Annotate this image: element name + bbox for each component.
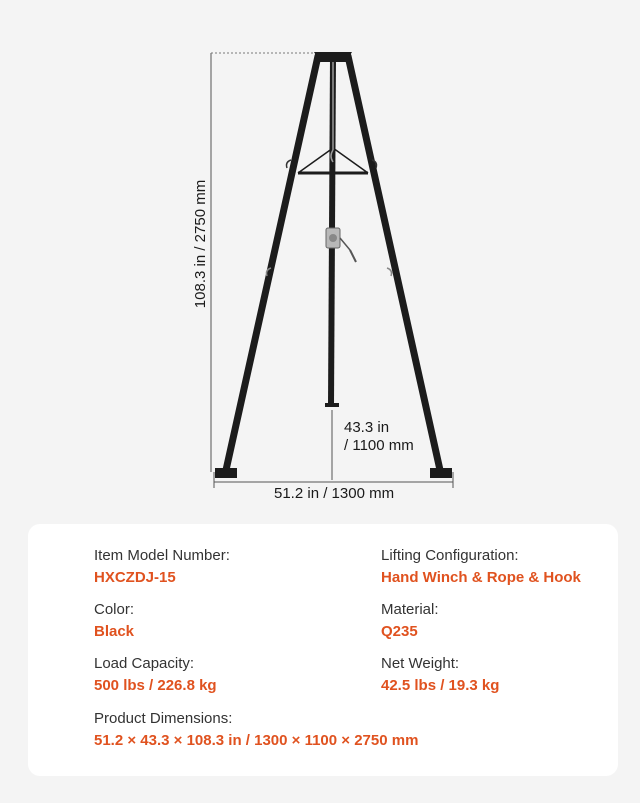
spec-color-label: Color: [94, 601, 135, 618]
spec-model-value: HXCZDJ-15 [94, 569, 176, 586]
width-dimension-label: 51.2 in / 1300 mm [274, 485, 395, 502]
spec-color [94, 601, 134, 641]
tripod-foot-right [430, 468, 452, 478]
spec-load [94, 655, 217, 695]
spec-material-value: Q235 [381, 623, 418, 640]
height-dimension-label: 108.3 in / 2750 mm [192, 179, 209, 309]
spec-load-value: 500 lbs / 226.8 kg [94, 677, 217, 694]
spec-dimensions [94, 710, 418, 750]
tripod-leg-right [348, 56, 440, 470]
spec-lifting-value: Hand Winch & Rope & Hook [381, 569, 581, 586]
tripod-foot-center [325, 403, 339, 407]
spec-color-value: Black [94, 623, 135, 640]
depth-dimension-label [344, 419, 414, 455]
depth-dimension-mm: / 1100 mm [344, 437, 414, 454]
spec-dimensions-label: Product Dimensions: [94, 710, 233, 727]
depth-dimension-inches: 43.3 in [344, 419, 390, 436]
spec-model [94, 547, 230, 587]
spec-load-label: Load Capacity: [94, 655, 195, 672]
spec-model-label: Item Model Number: [94, 547, 230, 564]
spec-material-label: Material: [381, 601, 439, 618]
spec-lifting [381, 547, 581, 587]
spec-weight [381, 655, 499, 695]
spec-weight-value: 42.5 lbs / 19.3 kg [381, 677, 500, 694]
spec-weight-label: Net Weight: [381, 655, 460, 672]
spec-dimensions-value: 51.2 × 43.3 × 108.3 in / 1300 × 1100 × 2750 mm [94, 732, 419, 749]
tripod-leg-left [226, 56, 318, 470]
spec-lifting-label: Lifting Configuration: [381, 547, 519, 564]
tripod-foot-left [215, 468, 237, 478]
spec-material [381, 601, 439, 641]
specifications-card [28, 524, 618, 776]
